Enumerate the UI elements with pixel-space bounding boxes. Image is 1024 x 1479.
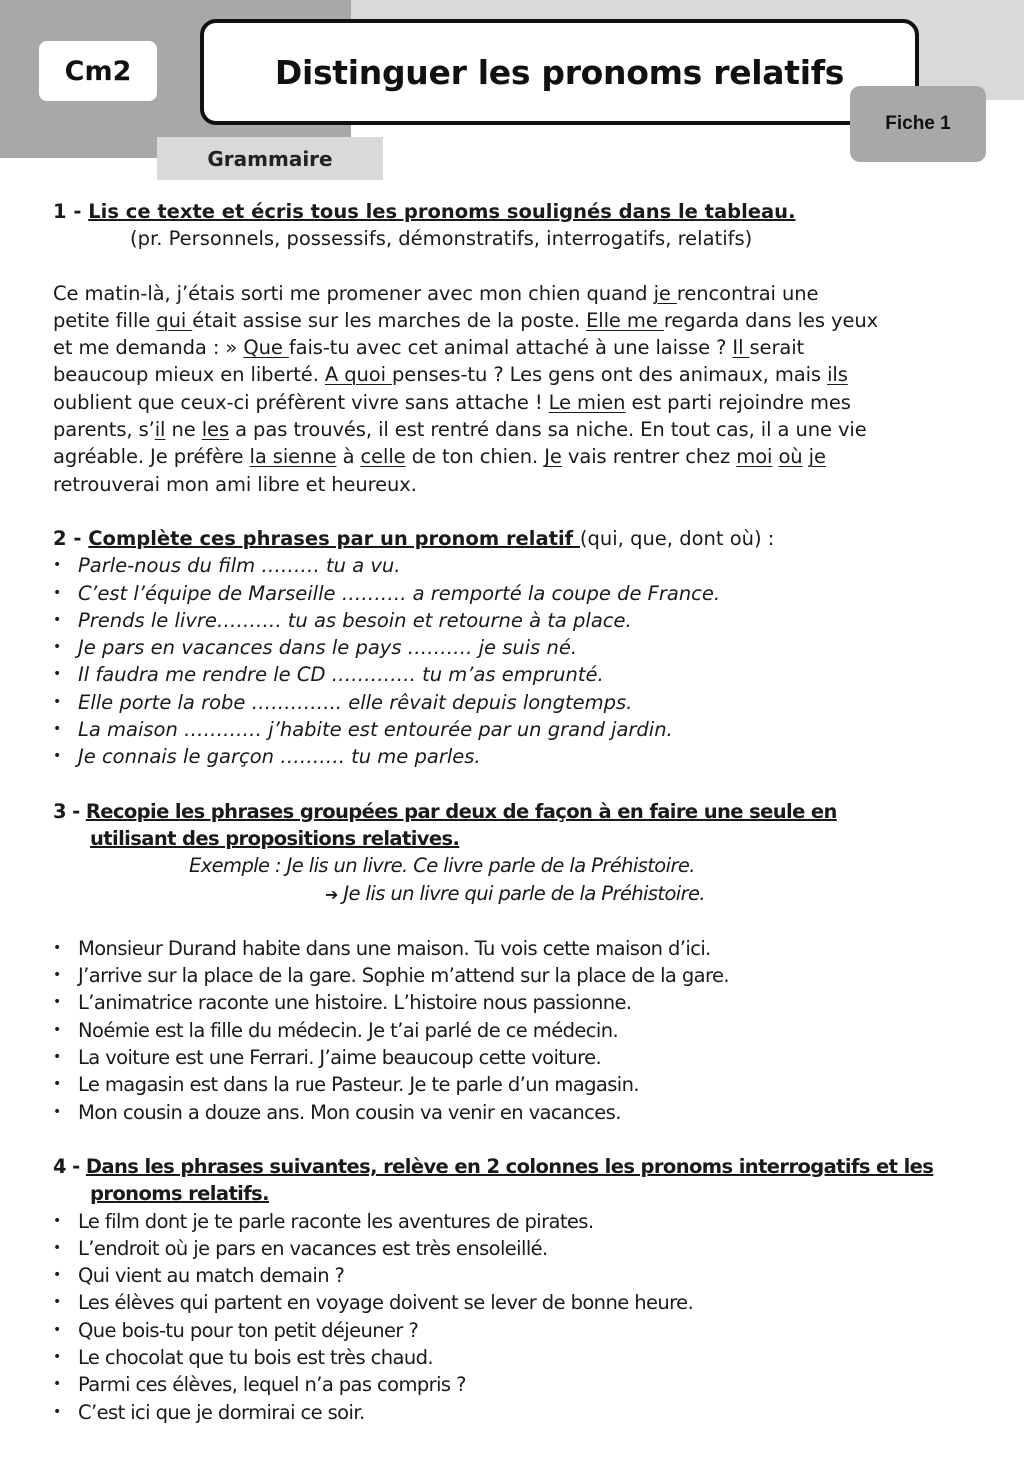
exercise-1-text [53, 280, 993, 498]
exercise-number: 2 - [53, 526, 89, 550]
underlined-pronoun: qui [156, 308, 193, 332]
list-item: • Je connais le garçon ………. tu me parles. [53, 743, 993, 770]
exercise-1-note: (pr. Personnels, possessifs, démonstratifs, interrogatifs, relatifs) [130, 227, 753, 251]
exercise-instruction: Dans les phrases suivantes, relève en 2 colonnes les pronoms interrogatifs et les [85, 1154, 934, 1178]
list-item: • La maison ………… j’habite est entourée par un grand jardin. [53, 716, 993, 743]
exercise-2 [53, 525, 993, 771]
exercise-2-heading [53, 525, 993, 552]
exercise-instruction: Lis ce texte et écris tous les pronoms soulignés dans le tableau. [88, 200, 796, 223]
exercise-2-list [53, 552, 993, 770]
underlined-pronoun: Je [544, 445, 562, 469]
text-line: beaucoup mieux en liberté. A quoi penses-tu ? Les gens ont des animaux, mais ils [53, 363, 848, 387]
exercise-instruction: Complète ces phrases par un pronom relatif [88, 526, 580, 550]
list-item: • C’est ici que je dormirai ce soir. [53, 1399, 993, 1426]
list-item: • Le chocolat que tu bois est très chaud. [53, 1344, 993, 1371]
arrow-right-icon: ➔ [325, 884, 338, 904]
underlined-pronoun: les [201, 418, 230, 442]
underlined-pronoun: la sienne [249, 445, 337, 469]
list-item: • La voiture est une Ferrari. J’aime beaucoup cette voiture. [53, 1044, 993, 1071]
list-item: • Parle-nous du film ……… tu a vu. [53, 552, 993, 579]
exercise-3 [53, 798, 993, 1126]
exercise-number: 3 - [53, 799, 86, 823]
list-item: • L’endroit où je pars en vacances est très ensoleillé. [53, 1235, 993, 1262]
example-answer-line [53, 880, 993, 908]
underlined-pronoun: Elle me [586, 308, 664, 332]
underlined-pronoun: moi [736, 445, 773, 469]
list-item: • Elle porte la robe ………….. elle rêvait depuis longtemps. [53, 689, 993, 716]
list-item: • Noémie est la fille du médecin. Je t’ai parlé de ce médecin. [53, 1017, 993, 1044]
exercise-number: 4 - [53, 1154, 86, 1178]
list-item: • L’animatrice raconte une histoire. L’histoire nous passionne. [53, 989, 993, 1016]
list-item: • Parmi ces élèves, lequel n’a pas compris ? [53, 1371, 993, 1398]
list-item: • J’arrive sur la place de la gare. Sophie m’attend sur la place de la gare. [53, 962, 993, 989]
exercise-4-list [53, 1208, 993, 1426]
underlined-pronoun: A quoi [324, 363, 393, 387]
list-item: • Le film dont je te parle raconte les aventures de pirates. [53, 1208, 993, 1235]
worksheet-content [53, 198, 993, 1426]
list-item: • Il faudra me rendre le CD …………. tu m’as emprunté. [53, 661, 993, 688]
exercise-number: 1 - [53, 200, 89, 223]
level-badge: Cm2 [39, 41, 157, 101]
page-title: Distinguer les pronoms relatifs [274, 52, 845, 92]
list-item: • Les élèves qui partent en voyage doivent se lever de bonne heure. [53, 1289, 993, 1316]
subject-tab: Grammaire [157, 137, 383, 180]
text-line: petite fille qui était assise sur les marches de la poste. Elle me regarda dans les yeux [53, 308, 879, 332]
list-item: • C’est l’équipe de Marseille ………. a remporté la coupe de France. [53, 580, 993, 607]
exercise-4 [53, 1153, 993, 1426]
list-item: • Qui vient au match demain ? [53, 1262, 993, 1289]
list-item: • Mon cousin a douze ans. Mon cousin va venir en vacances. [53, 1099, 993, 1126]
exercise-instruction: Recopie les phrases groupées par deux de façon à en faire une seule en [85, 799, 837, 823]
text-line: et me demanda : » Que fais-tu avec cet animal attaché à une laisse ? Il serait [53, 336, 805, 360]
list-item: • Monsieur Durand habite dans une maison. Tu vois cette maison d’ici. [53, 935, 993, 962]
underlined-pronoun: celle [360, 445, 406, 469]
underlined-pronoun: Que [243, 336, 289, 360]
exercise-3-heading [53, 798, 993, 825]
text-line: Ce matin-là, j’étais sorti me promener avec mon chien quand je rencontrai une [53, 281, 819, 305]
example-line: Exemple : Je lis un livre. Ce livre parle de la Préhistoire. [189, 854, 695, 878]
text-line: retrouverai mon ami libre et heureux. [53, 472, 417, 496]
exercise-1-heading [53, 198, 993, 225]
exercise-instruction: pronoms relatifs. [90, 1182, 269, 1206]
underlined-pronoun: il [154, 418, 166, 442]
fiche-badge: Fiche 1 [850, 86, 986, 162]
page-title-box [200, 19, 919, 125]
list-item: • Que bois-tu pour ton petit déjeuner ? [53, 1317, 993, 1344]
exercise-instruction: utilisant des propositions relatives. [90, 826, 460, 850]
list-item: • Prends le livre………. tu as besoin et retourne à ta place. [53, 607, 993, 634]
underlined-pronoun: Il [732, 336, 750, 360]
exercise-1 [53, 198, 993, 498]
underlined-pronoun: je [653, 281, 677, 305]
list-item: • Je pars en vacances dans le pays ………. je suis né. [53, 634, 993, 661]
exercise-4-heading [53, 1153, 993, 1180]
list-item: • Le magasin est dans la rue Pasteur. Je te parle d’un magasin. [53, 1071, 993, 1098]
text-line: oublient que ceux-ci préfèrent vivre sans attache ! Le mien est parti rejoindre mes [53, 390, 851, 414]
exercise-hint: (qui, que, dont où) : [579, 526, 775, 550]
underlined-pronoun: ils [827, 363, 848, 387]
text-line: agréable. Je préfère la sienne à celle de ton chien. Je vais rentrer chez moi où je [53, 445, 826, 469]
underlined-pronoun: Le mien [548, 390, 626, 414]
exercise-3-list [53, 935, 993, 1126]
underlined-pronoun: où [778, 445, 803, 469]
underlined-pronoun: je [808, 445, 826, 469]
exercise-3-heading-cont [53, 825, 993, 852]
exercise-4-heading-cont [53, 1180, 993, 1207]
example-answer: Je lis un livre qui parle de la Préhistoire. [337, 881, 706, 905]
text-line: parents, s’il ne les a pas trouvés, il est rentré dans sa niche. En tout cas, il a une vie [53, 418, 867, 442]
